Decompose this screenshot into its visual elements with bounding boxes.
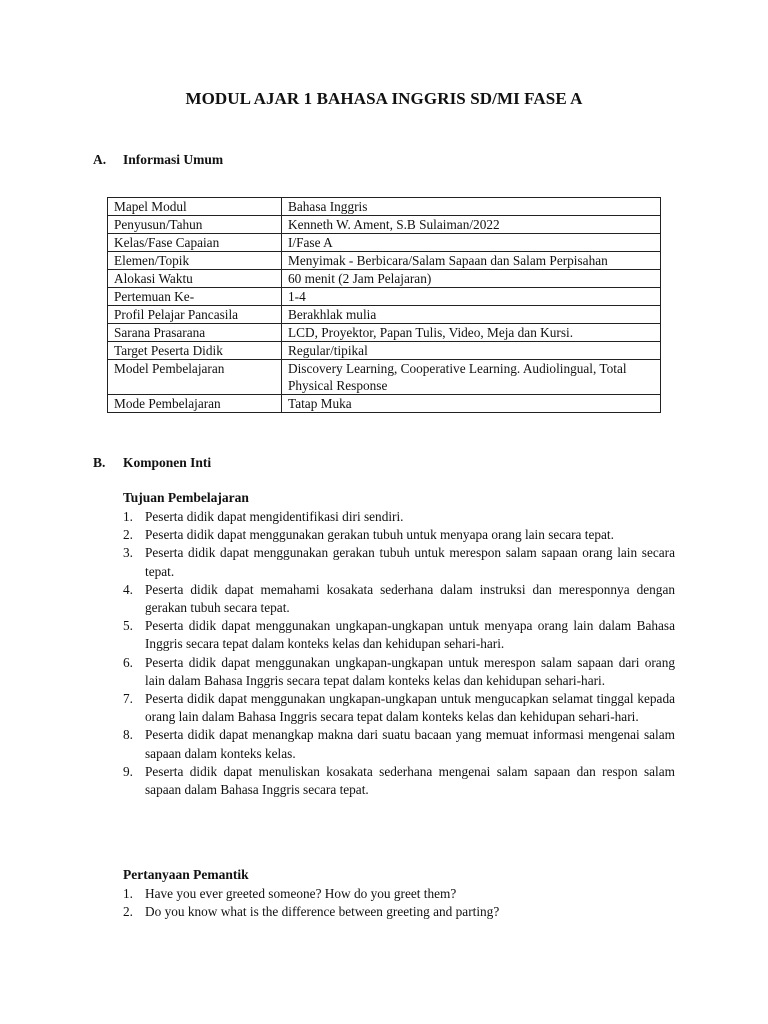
row-value: Tatap Muka — [282, 395, 661, 413]
table-row — [108, 342, 661, 360]
list-item — [123, 763, 675, 799]
list-item — [123, 581, 675, 617]
table-row — [108, 252, 661, 270]
row-label: Mapel Modul — [108, 198, 282, 216]
item-text: Peserta didik dapat menangkap makna dari suatu bacaan yang memuat informasi mengenai salam sapaan dalam konteks kelas. — [145, 727, 675, 761]
table-row — [108, 234, 661, 252]
item-number: 7. — [123, 691, 133, 707]
list-item — [123, 885, 675, 903]
table-row — [108, 306, 661, 324]
row-value: LCD, Proyektor, Papan Tulis, Video, Meja dan Kursi. — [282, 324, 661, 342]
table-row — [108, 288, 661, 306]
item-number: 1. — [123, 509, 133, 524]
row-value: 1-4 — [282, 288, 661, 306]
section-b-letter: B. — [93, 455, 106, 470]
row-label: Kelas/Fase Capaian — [108, 234, 282, 252]
pemantik-heading: Pertanyaan Pemantik — [123, 867, 249, 882]
section-b-title: Komponen Inti — [123, 455, 212, 470]
table-row — [108, 270, 661, 288]
table-row — [108, 216, 661, 234]
item-number: 4. — [123, 581, 133, 597]
section-a-heading — [93, 152, 223, 168]
list-item — [123, 508, 675, 526]
section-b-heading — [93, 455, 211, 471]
row-value: Menyimak - Berbicara/Salam Sapaan dan Salam Perpisahan — [282, 252, 661, 270]
row-label: Target Peserta Didik — [108, 342, 282, 360]
item-text: Peserta didik dapat menggunakan ungkapan-ungkapan untuk menyapa orang lain dalam Bahasa Inggris secara tepat dalam konteks kelas dan kehidupan sehari-hari. — [145, 618, 675, 652]
info-table — [107, 197, 661, 413]
list-item — [123, 690, 675, 726]
list-item — [123, 544, 675, 580]
row-label: Model Pembelajaran — [108, 360, 282, 395]
item-text: Peserta didik dapat menggunakan gerakan tubuh untuk merespon salam sapaan orang lain secara tepat. — [145, 545, 675, 579]
item-text: Peserta didik dapat menggunakan gerakan tubuh untuk menyapa orang lain secara tepat. — [145, 527, 614, 543]
row-value: Bahasa Inggris — [282, 198, 661, 216]
item-number: 1. — [123, 886, 133, 901]
item-text: Peserta didik dapat mengidentifikasi diri sendiri. — [145, 509, 404, 524]
item-number: 6. — [123, 654, 133, 670]
table-row — [108, 360, 661, 395]
row-label: Elemen/Topik — [108, 252, 282, 270]
section-a-title: Informasi Umum — [123, 152, 224, 167]
item-text: Peserta didik dapat menggunakan ungkapan-ungkapan untuk merespon salam sapaan dari orang lain dalam Bahasa Inggris secara tepat dalam konteks kelas dan kehidupan sehari-hari. — [145, 654, 675, 688]
item-text: Have you ever greeted someone? How do you greet them? — [145, 886, 457, 901]
table-row — [108, 198, 661, 216]
item-text: Peserta didik dapat menggunakan ungkapan-ungkapan untuk mengucapkan selamat tinggal kepada orang lain dalam Bahasa Inggris secara tepat dalam konteks kelas dan kehidupan sehari-hari. — [145, 691, 675, 725]
item-text: Peserta didik dapat menuliskan kosakata sederhana mengenai salam sapaan dan respon salam sapaan dalam Bahasa Inggris secara tepat. — [145, 763, 675, 798]
row-value: I/Fase A — [282, 234, 661, 252]
item-number: 2. — [123, 527, 133, 543]
document-title: MODUL AJAR 1 BAHASA INGGRIS SD/MI FASE A — [185, 89, 583, 108]
tujuan-list — [123, 508, 675, 799]
row-value: Berakhlak mulia — [282, 306, 661, 324]
row-label: Penyusun/Tahun — [108, 216, 282, 234]
item-number: 8. — [123, 727, 133, 743]
table-row — [108, 395, 661, 413]
item-text: Peserta didik dapat memahami kosakata sederhana dalam instruksi dan meresponnya dengan gerakan tubuh secara tepat. — [145, 581, 675, 616]
item-number: 5. — [123, 618, 133, 634]
pemantik-list — [123, 885, 675, 921]
item-text: Do you know what is the difference between greeting and parting? — [145, 904, 500, 920]
row-value: 60 menit (2 Jam Pelajaran) — [282, 270, 661, 288]
row-value: Kenneth W. Ament, S.B Sulaiman/2022 — [282, 216, 661, 234]
section-a-letter: A. — [93, 152, 107, 167]
row-label: Profil Pelajar Pancasila — [108, 306, 282, 324]
row-label: Pertemuan Ke- — [108, 288, 282, 306]
table-row — [108, 324, 661, 342]
tujuan-heading: Tujuan Pembelajaran — [123, 490, 249, 505]
row-value: Regular/tipikal — [282, 342, 661, 360]
item-number: 2. — [123, 904, 133, 920]
list-item — [123, 903, 675, 921]
list-item — [123, 654, 675, 690]
list-item — [123, 526, 675, 544]
list-item — [123, 726, 675, 762]
item-number: 3. — [123, 545, 133, 561]
row-label: Alokasi Waktu — [108, 270, 282, 288]
row-value: Discovery Learning, Cooperative Learning. Audiolingual, Total Physical Response — [282, 360, 661, 395]
list-item — [123, 617, 675, 653]
row-label: Mode Pembelajaran — [108, 395, 282, 413]
row-label: Sarana Prasarana — [108, 324, 282, 342]
item-number: 9. — [123, 763, 133, 779]
